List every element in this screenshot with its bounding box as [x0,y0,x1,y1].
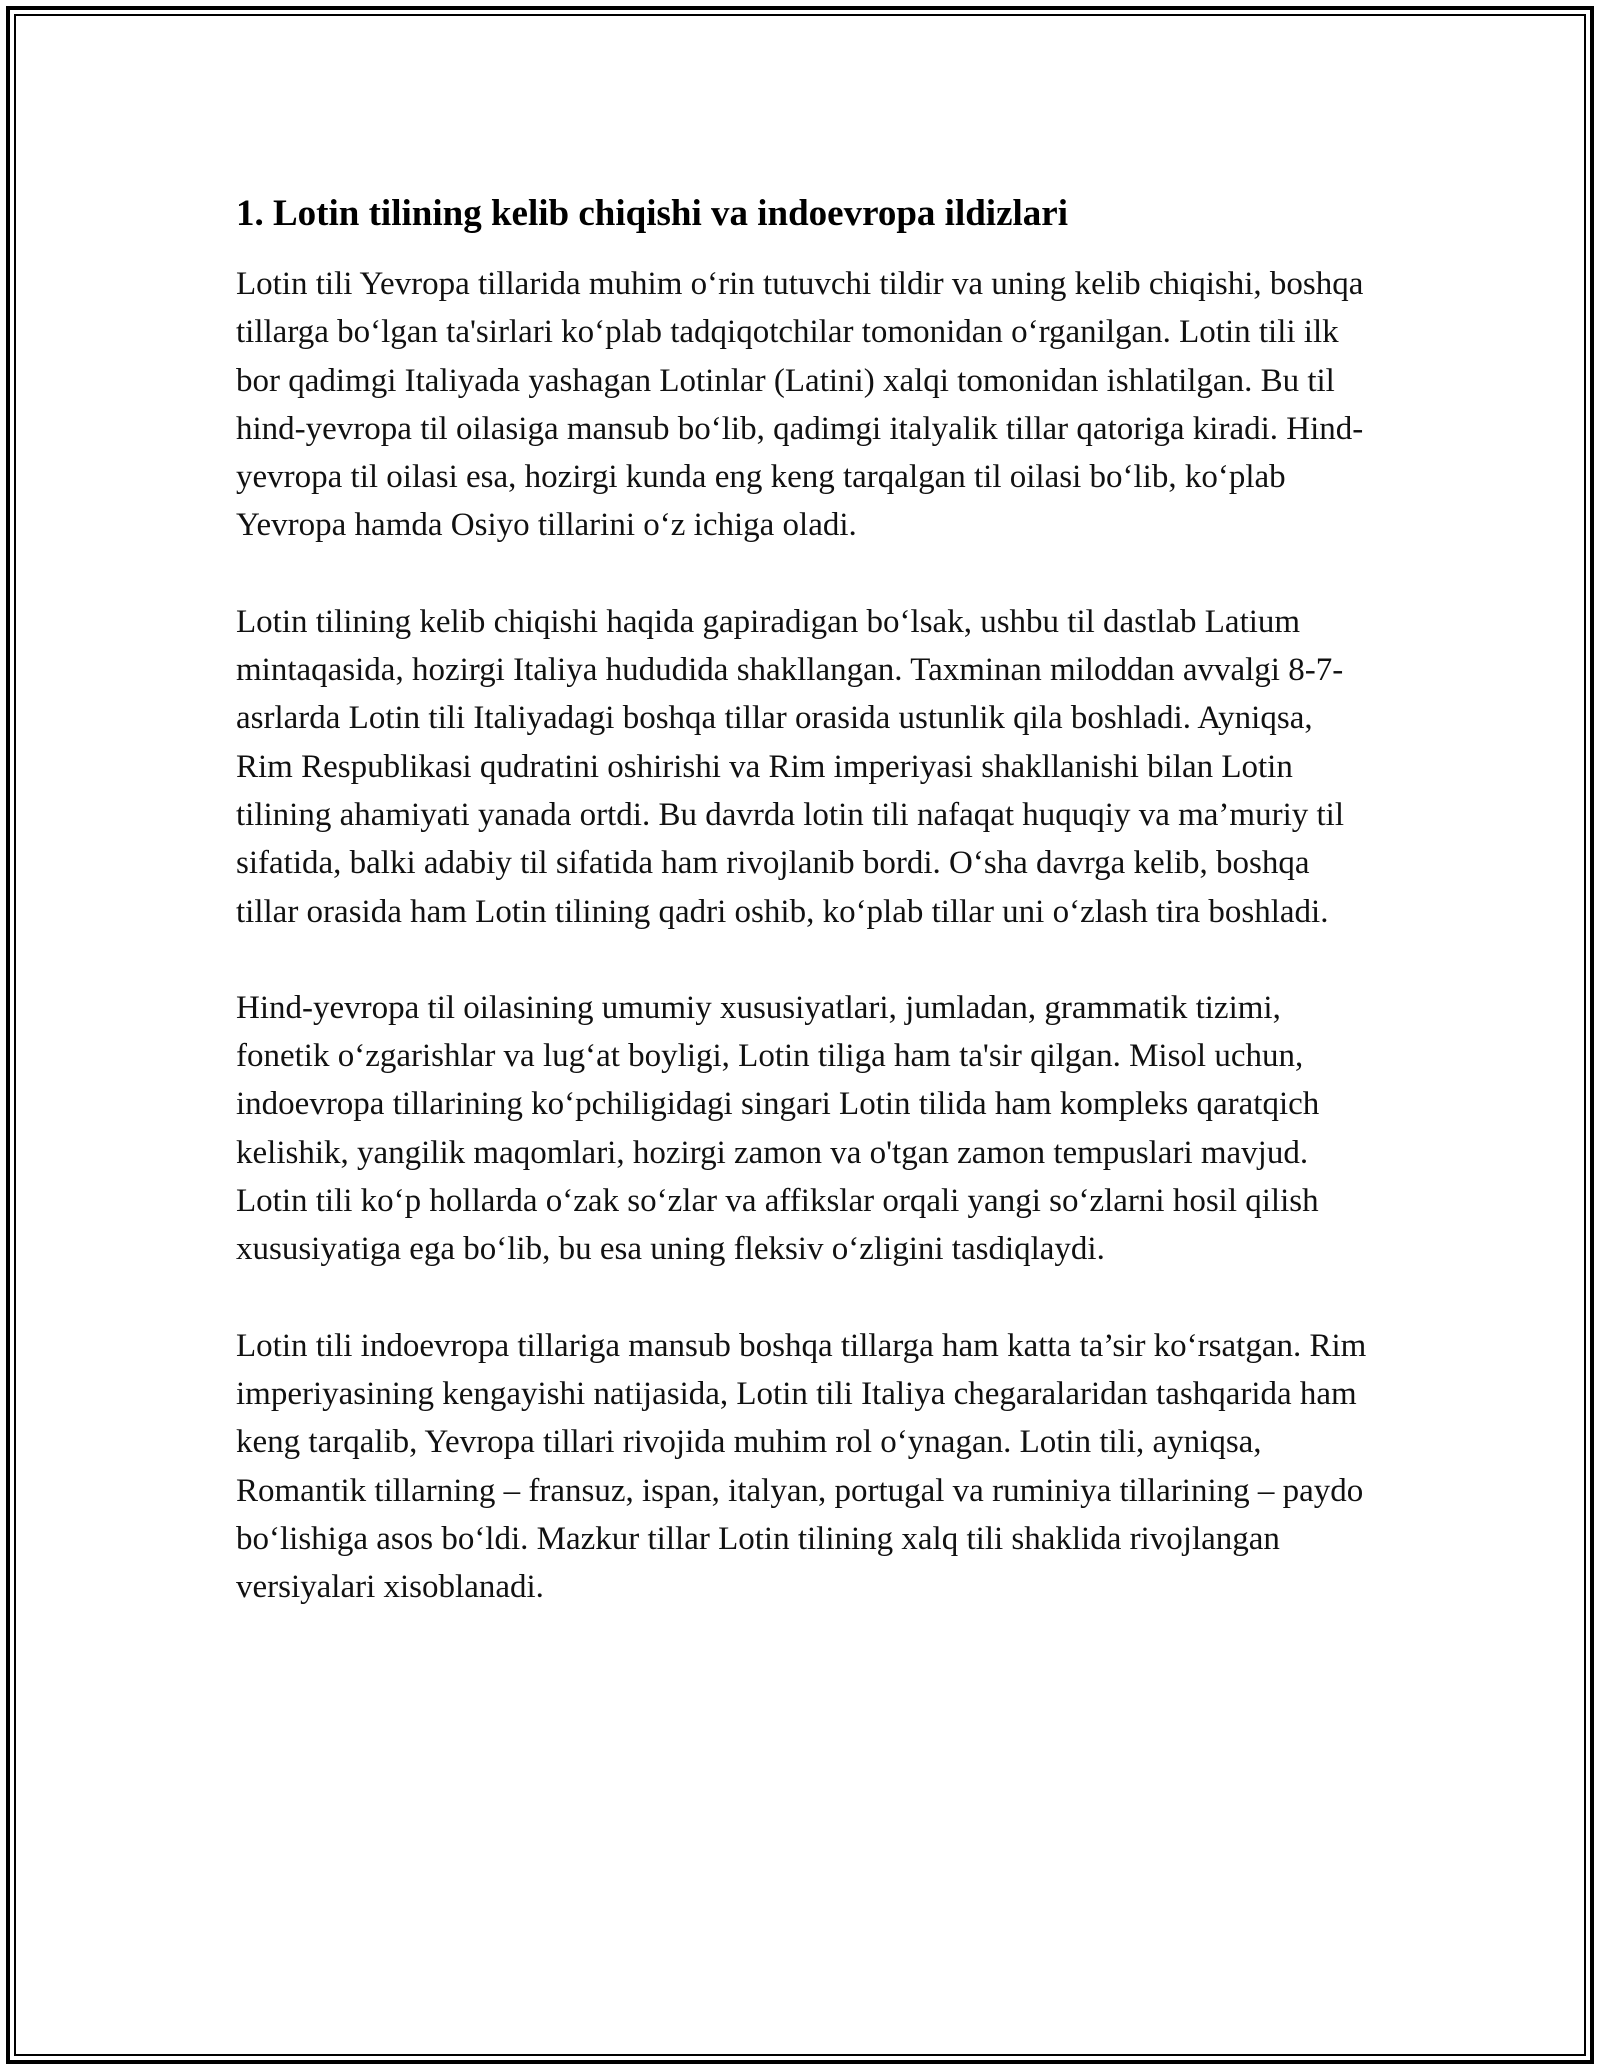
section-heading: 1. Lotin tilining kelib chiqishi va indoevropa ildizlari [236,193,1068,234]
paragraph-2: Lotin tilining kelib chiqishi haqida gapiradigan bo‘lsak, ushbu til dastlab Latium mintaqasida, hozirgi Italiya hududida shakllangan. Taxminan miloddan avvalgi 8-7-asrlarda Lotin tili Italiyadagi boshqa tillar orasida ustunlik qila boshladi. Ayniqsa, Rim Respublikasi qudratini oshirishi va Rim imperiyasi shakllanishi bilan Lotin tilining ahamiyati yanada ortdi. Bu davrda lotin tili nafaqat huquqiy va ma’muriy til sifatida, balki adabiy til sifatida ham rivojlanib bordi. O‘sha davrga kelib, boshqa tillar orasida ham Lotin tilining qadri oshib, ko‘plab tillar uni o‘zlash tira boshladi. [236,603,1344,930]
paragraph-4: Lotin tili indoevropa tillariga mansub boshqa tillarga ham katta ta’sir ko‘rsatgan. Rim imperiyasining kengayishi natijasida, Lotin tili Italiya chegaralaridan tashqarida ham keng tarqalib, Yevropa tillari rivojida muhim rol o‘ynagan. Lotin tili, ayniqsa, Romantik tillarning – fransuz, ispan, italyan, portugal va ruminiya tillarining – paydo bo‘lishiga asos bo‘ldi. Mazkur tillar Lotin tilining xalq tili shaklida rivojlangan versiyalari xisoblanadi. [236,1327,1367,1606]
paragraph-3: Hind-yevropa til oilasining umumiy xususiyatlari, jumladan, grammatik tizimi, fonetik o‘zgarishlar va lug‘at boyligi, Lotin tiliga ham ta'sir qilgan. Misol uchun, indoevropa tillarining ko‘pchiligidagi singari Lotin tilida ham kompleks qaratqich kelishik, yangilik maqomlari, hozirgi zamon va o'tgan zamon tempuslari mavjud. Lotin tili ko‘p hollarda o‘zak so‘zlar va affikslar orqali yangi so‘zlarni hosil qilish xususiyatiga ega bo‘lib, bu esa uning fleksiv o‘zligini tasdiqlaydi. [236,989,1320,1268]
paragraph-1: Lotin tili Yevropa tillarida muhim o‘rin tutuvchi tildir va uning kelib chiqishi, boshqa tillarga bo‘lgan ta'sirlari ko‘plab tadqiqotchilar tomonidan o‘rganilgan. Lotin tili ilk bor qadimgi Italiyada yashagan Lotinlar (Latini) xalqi tomonidan ishlatilgan. Bu til hind-yevropa til oilasiga mansub bo‘lib, qadimgi italyalik tillar qatoriga kiradi. Hind-yevropa til oilasi esa, hozirgi kunda eng keng tarqalgan til oilasi bo‘lib, ko‘plab Yevropa hamda Osiyo tillarini o‘z ichiga oladi. [236,266,1364,544]
document-body [236,188,1376,1659]
